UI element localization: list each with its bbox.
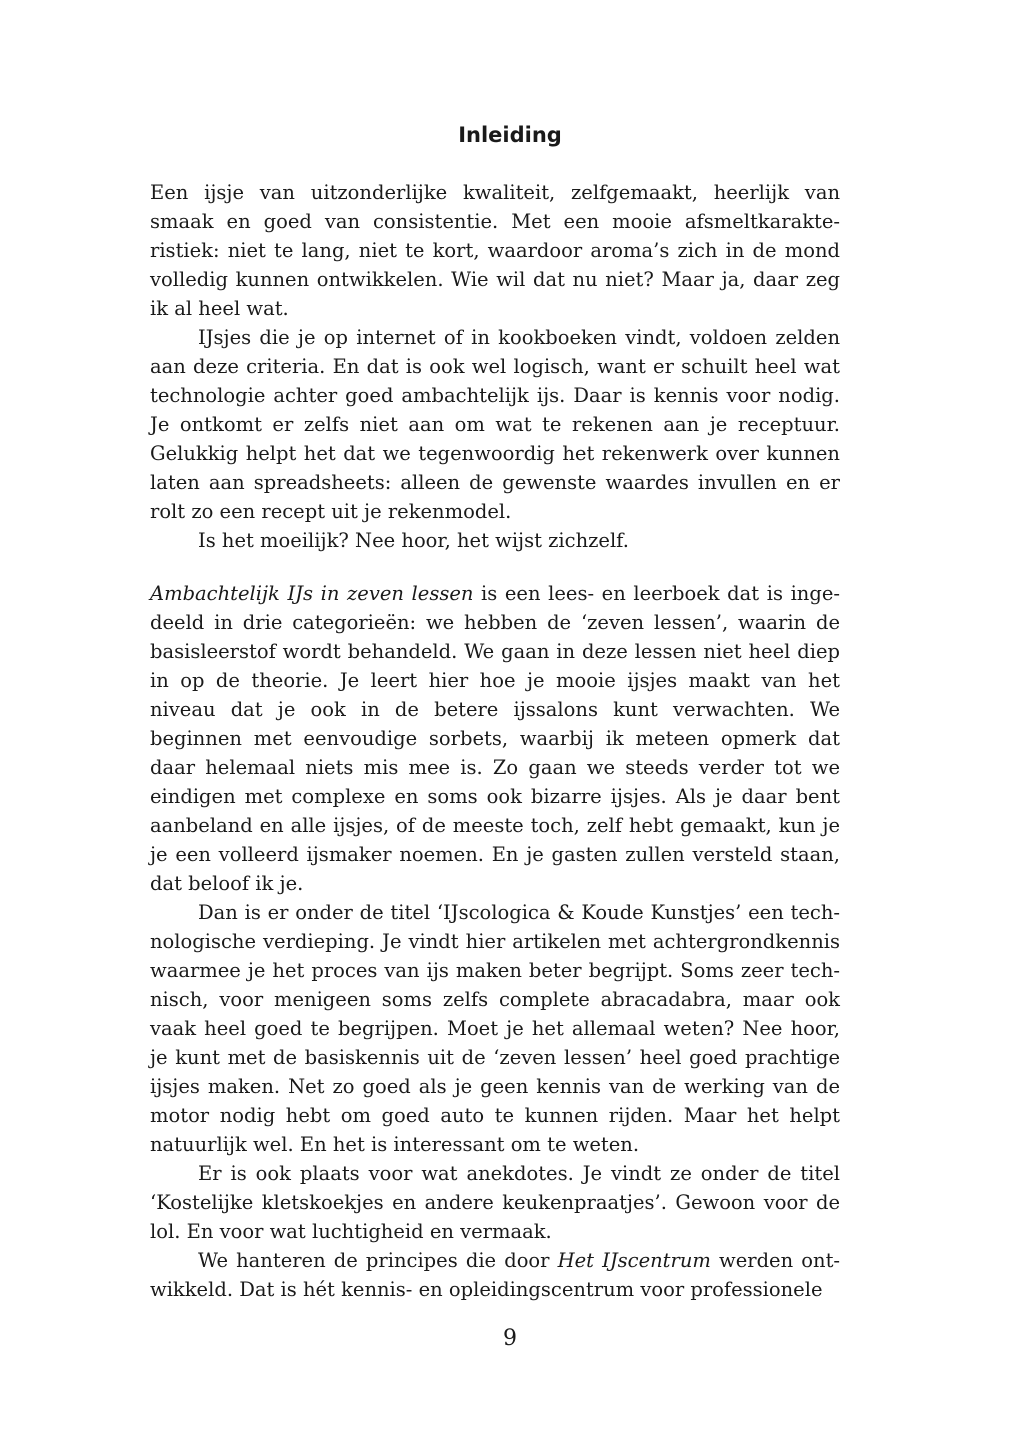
intro-section: [150, 178, 840, 555]
paragraph-7-text-a: We hanteren de principes die door: [198, 1249, 558, 1272]
paragraph-4: [150, 579, 840, 898]
paragraph-7-text-b: werden ontwikkeld. Dat is hét kennis- en opleidingscentrum voor professionele: [150, 1249, 840, 1301]
institute-name: Het IJscentrum: [557, 1249, 711, 1272]
paragraph-5: Dan is er onder de titel ‘IJscologica & Koude Kunstjes’ een technologische verdieping. Je vindt hier artikelen met achtergrondkennis waarmee je het proces van ijs maken beter begrijpt. Soms zeer technisch, voor menigeen soms zelfs complete abracadabra, maar ook vaak heel goed te begrijpen. Moet je het allemaal weten? Nee hoor, je kunt met de basiskennis uit de ‘zeven lessen’ heel goed prachtige ijsjes maken. Net zo goed als je geen kennis van de werking van de motor nodig hebt om goed auto te kunnen rijden. Maar het helpt natuurlijk wel. En het is interessant om te weten.: [150, 901, 840, 1156]
paragraph-7: [150, 1246, 840, 1304]
paragraph-4-text: is een lees- en leerboek dat is ingedeeld in drie categorieën: we hebben de ‘zeven lessen’, waarin de basisleerstof wordt behandeld. We gaan in deze lessen niet heel diep in op de theorie. Je leert hier hoe je mooie ijsjes maakt van het niveau dat je ook in de betere ijssalons kunt verwachten. We beginnen met eenvoudige sorbets, waarbij ik meteen opmerk dat daar helemaal niets mis mee is. Zo gaan we steeds verder tot we eindigen met complexe en soms ook bizarre ijsjes. Als je daar bent aanbeland en alle ijsjes, of de meeste toch, zelf hebt gemaakt, kun je je een volleerd ijsmaker noemen. En je gasten zullen versteld staan, dat beloof ik je.: [150, 582, 840, 895]
paragraph-1: Een ijsje van uitzonderlijke kwaliteit, zelfgemaakt, heerlijk van smaak en goed van consistentie. Met een mooie afsmeltkarakteristiek: niet te lang, niet te kort, waardoor aroma’s zich in de mond volledig kunnen ontwikkelen. Wie wil dat nu niet? Maar ja, daar zeg ik al heel wat.: [150, 181, 840, 320]
book-title: Ambachtelijk IJs in zeven lessen: [150, 582, 474, 605]
book-structure-section: [150, 579, 840, 1304]
paragraph-6: Er is ook plaats voor wat anekdotes. Je vindt ze onder de titel ‘Kostelijke kletskoekjes en andere keukenpraatjes’. Gewoon voor de lol. En voor wat luchtigheid en vermaak.: [150, 1162, 840, 1243]
paragraph-3: Is het moeilijk? Nee hoor, het wijst zichzelf.: [198, 529, 629, 552]
paragraph-2: IJsjes die je op internet of in kookboeken vindt, voldoen zelden aan deze criteria. En dat is ook wel logisch, want er schuilt heel wat technologie achter goed ambachtelijk ijs. Daar is kennis voor nodig. Je ontkomt er zelfs niet aan om wat te rekenen aan je receptuur. Gelukkig helpt het dat we tegenwoordig het rekenwerk over kunnen laten aan spreadsheets: alleen de gewenste waardes invullen en er rolt zo een recept uit je rekenmodel.: [150, 326, 840, 523]
page-title: Inleiding: [458, 123, 562, 147]
page-number: 9: [503, 1326, 517, 1351]
